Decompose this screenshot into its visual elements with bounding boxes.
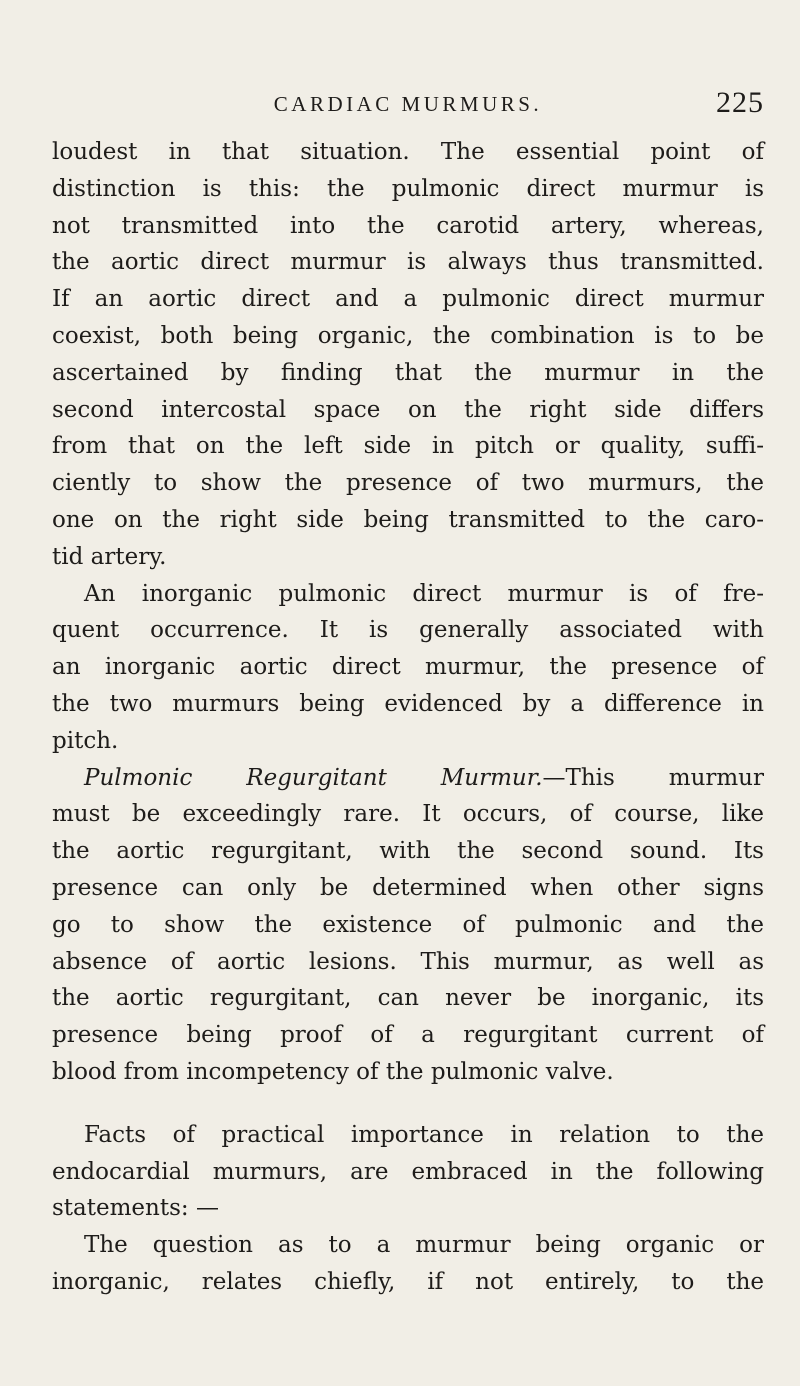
text-line: tid artery. [52, 543, 167, 570]
text-line: from that on the left side in pitch or quality, suffi- [52, 433, 764, 460]
body-text [52, 134, 764, 1301]
text-line: an inorganic aortic direct murmur, the presence of [52, 654, 764, 681]
text-line: one on the right side being transmitted to the caro- [52, 506, 764, 533]
text-line: distinction is this: the pulmonic direct murmur is [52, 175, 764, 202]
text-line: the aortic regurgitant, with the second sound. Its [52, 838, 764, 865]
text-line: Facts of practical importance in relation to the [84, 1121, 764, 1148]
text-line: coexist, both being organic, the combination is to be [52, 322, 764, 349]
text-span: —This murmur [542, 764, 764, 791]
text-line: ascertained by finding that the murmur in the [52, 359, 764, 386]
text-line: quent occurrence. It is generally associated with [52, 617, 764, 644]
section-heading-line [52, 760, 764, 797]
running-title: CARDIAC MURMURS. [273, 92, 543, 116]
text-line: endocardial murmurs, are embraced in the following [52, 1158, 764, 1185]
text-line: An inorganic pulmonic direct murmur is of fre- [84, 580, 764, 607]
text-line: second intercostal space on the right side differs [52, 396, 764, 423]
running-head [52, 86, 764, 120]
text-line: the aortic regurgitant, can never be inorganic, its [52, 985, 764, 1012]
text-line: inorganic, relates chiefly, if not entirely, to the [52, 1268, 764, 1295]
paragraph-gap [52, 1091, 764, 1117]
text-line: ciently to show the presence of two murmurs, the [52, 470, 764, 497]
text-line: blood from incompetency of the pulmonic valve. [52, 1058, 614, 1085]
page-number: 225 [716, 86, 764, 119]
text-line: pitch. [52, 727, 119, 754]
text-line: loudest in that situation. The essential point of [52, 139, 764, 165]
text-line: statements: — [52, 1195, 219, 1222]
book-page [52, 0, 764, 1386]
text-line: go to show the existence of pulmonic and the [52, 911, 764, 938]
text-line: not transmitted into the carotid artery, whereas, [52, 212, 764, 239]
section-heading: Pulmonic Regurgitant Murmur. [84, 764, 543, 791]
text-line: absence of aortic lesions. This murmur, as well as [52, 948, 764, 975]
text-line: The question as to a murmur being organic or [84, 1232, 764, 1259]
text-line: If an aortic direct and a pulmonic direct murmur [52, 286, 764, 313]
text-line: presence can only be determined when other signs [52, 874, 764, 901]
text-line: must be exceedingly rare. It occurs, of course, like [52, 801, 764, 828]
text-line: presence being proof of a regurgitant current of [52, 1022, 764, 1049]
text-line: the aortic direct murmur is always thus transmitted. [52, 249, 764, 276]
text-line: the two murmurs being evidenced by a difference in [52, 690, 764, 717]
